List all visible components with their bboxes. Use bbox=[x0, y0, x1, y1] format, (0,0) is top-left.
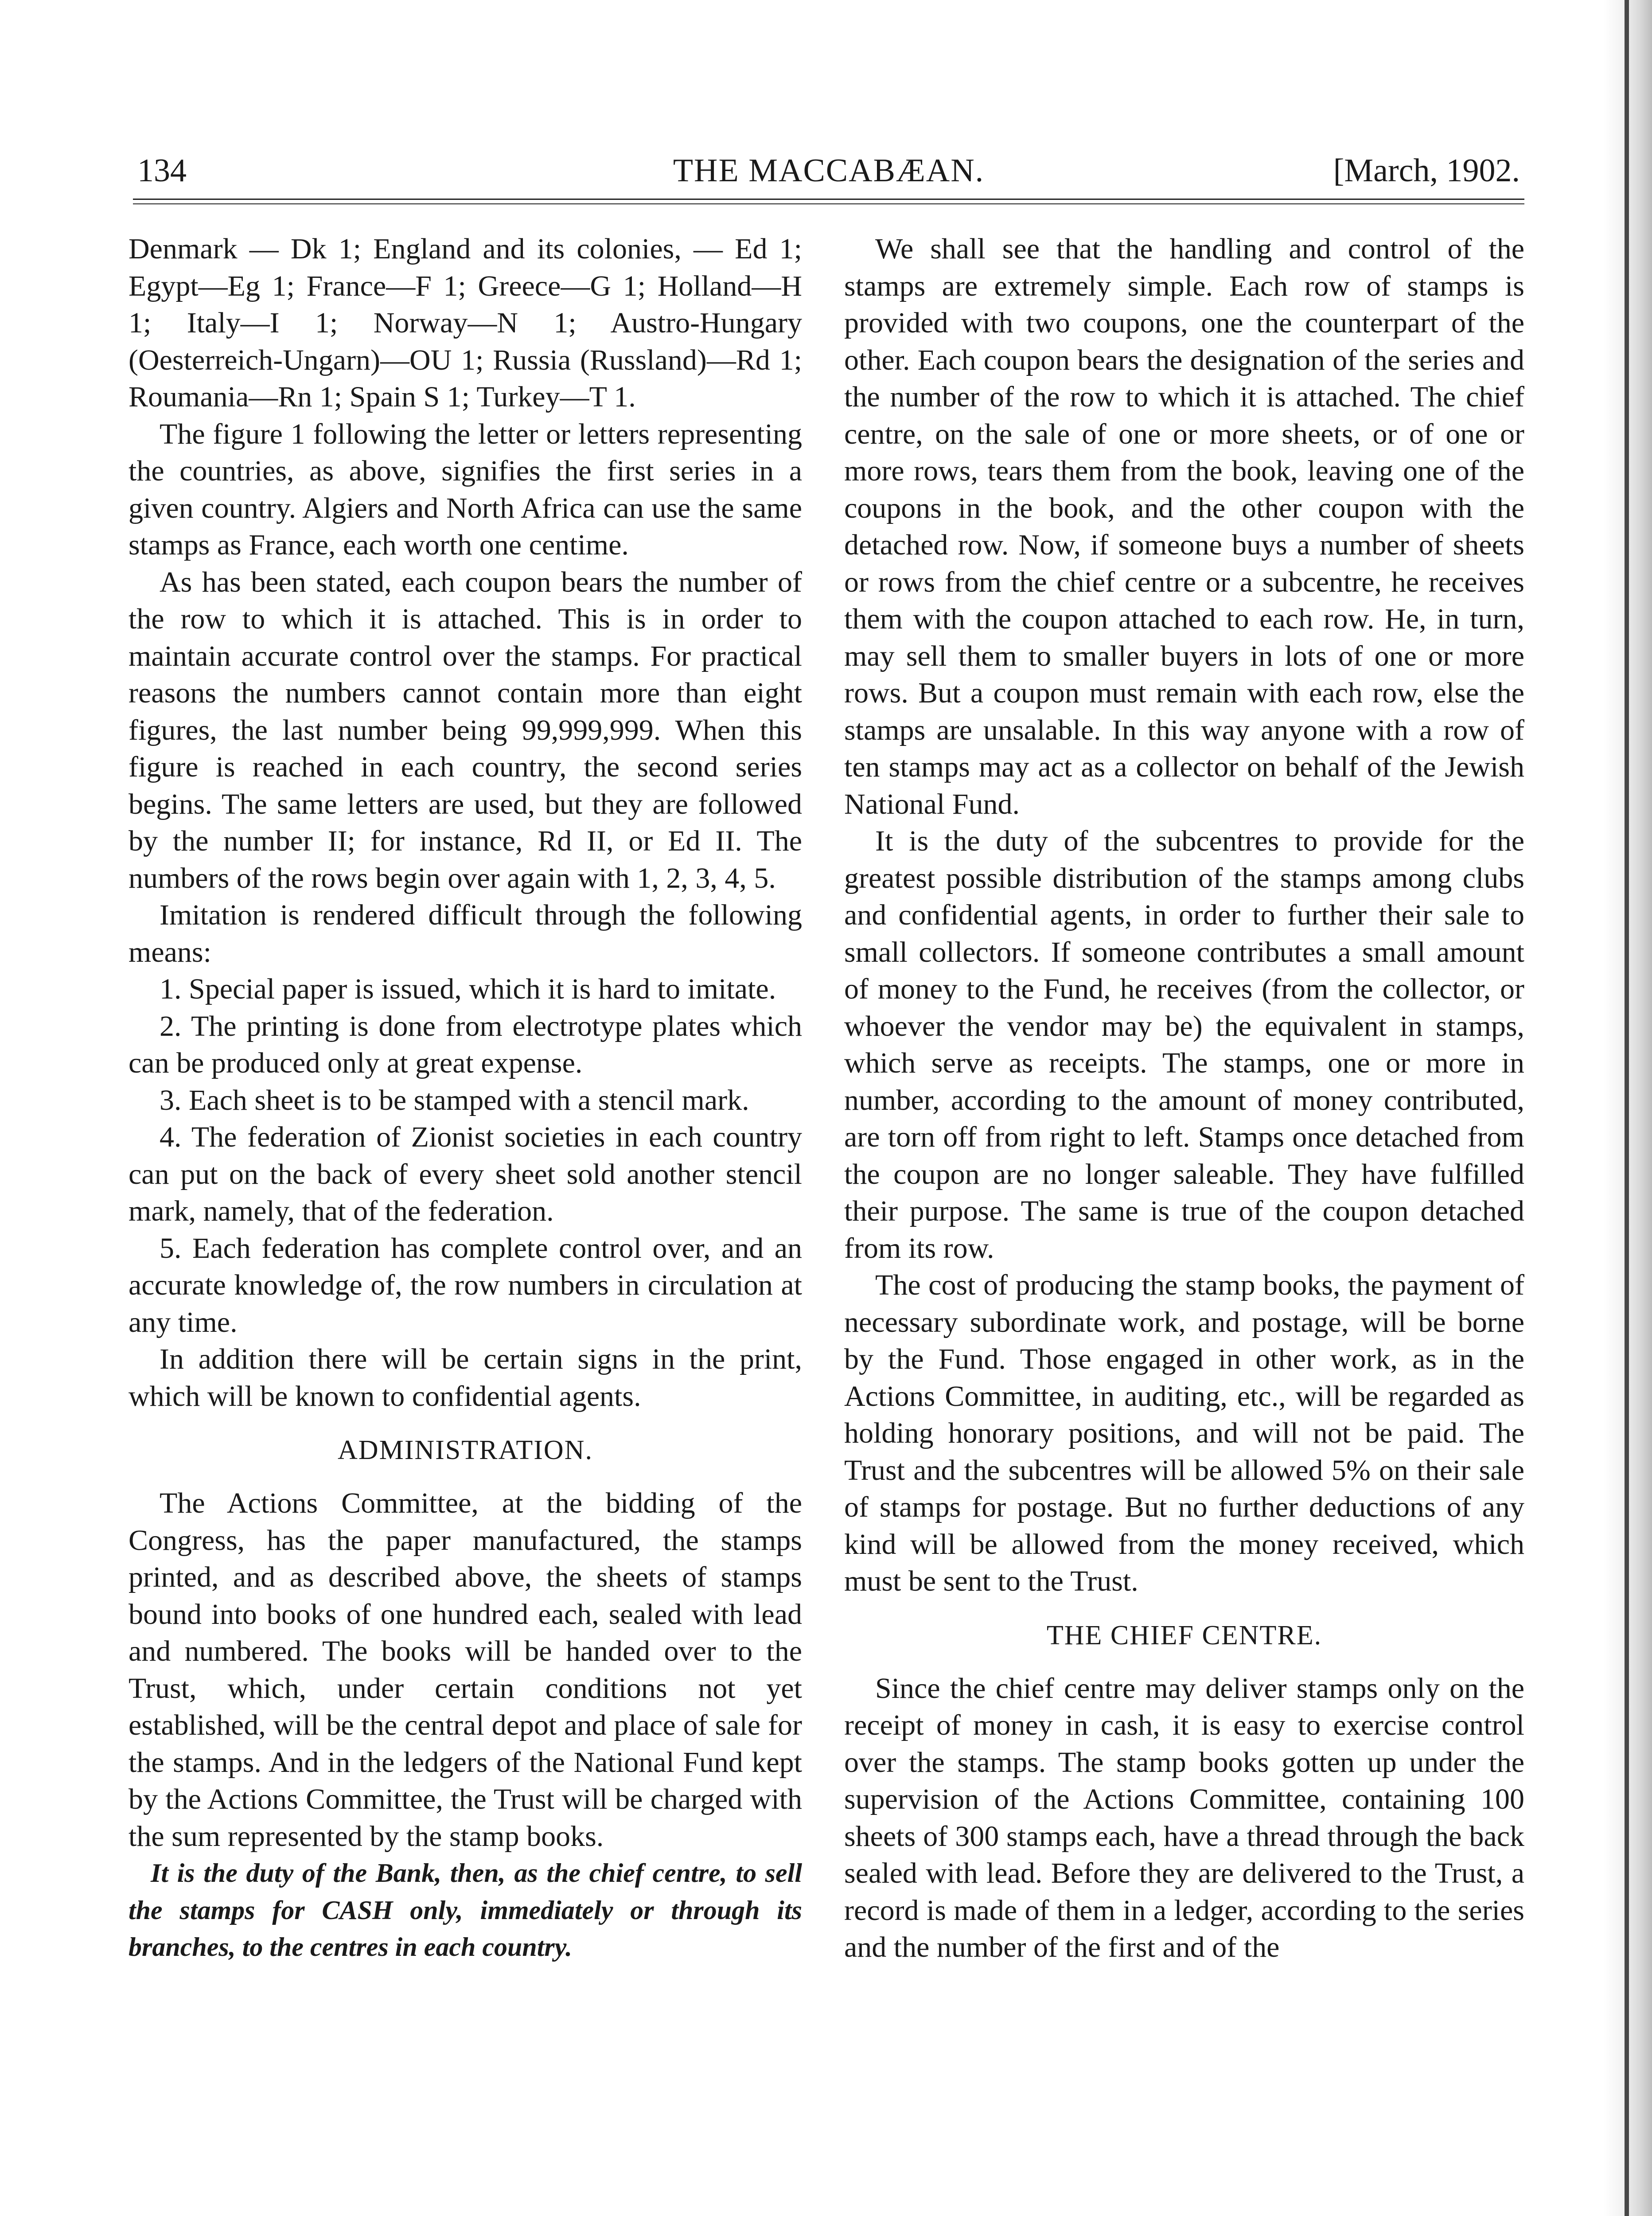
section-heading-administration: ADMINISTRATION. bbox=[338, 1435, 593, 1465]
list-item: 1. Special paper is issued, which it is hard to imitate. bbox=[160, 973, 776, 1005]
paragraph: Imitation is rendered difficult through the following means: bbox=[129, 899, 802, 968]
page-edge-binding bbox=[1625, 0, 1629, 2216]
section-heading-chief-centre: THE CHIEF CENTRE. bbox=[1046, 1620, 1322, 1650]
paragraph: Denmark — Dk 1; England and its colonies, — Ed 1; Egypt—Eg 1; France—F 1; Greece—G 1; Holland—H 1; Italy—I 1; Norway—N 1; Austro-Hungary (Oesterreich-Ungarn)—OU 1; Russia (Russland)—Rd 1; Roumania—Rn 1; Spain S 1; Turkey—T 1. bbox=[129, 233, 802, 413]
issue-date: [March, 1902. bbox=[1333, 152, 1520, 189]
left-column bbox=[129, 230, 802, 1966]
journal-title: THE MACCABÆAN. bbox=[673, 152, 985, 189]
paragraph: The cost of producing the stamp books, the payment of necessary subordinate work, and postage, will be borne by the Fund. Those engaged in other work, as in the Actions Committee, in auditing, etc., will be regarded as holding honorary positions, and will not be paid. The Trust and the subcentres will be allowed 5% on their sale of stamps for postage. But no further deductions of any kind will be allowed from the money received, which must be sent to the Trust. bbox=[844, 1269, 1524, 1597]
paragraph: Since the chief centre may deliver stamps only on the receipt of money in cash, it is easy to exercise control over the stamps. The stamp books gotten up under the supervision of the Actions Committee, containing 100 sheets of 300 stamps each, have a thread through the back sealed with lead. Before they are delivered to the Trust, a record is made of them in a ledger, according to the series and the number of the first and of the bbox=[844, 1672, 1524, 1963]
paragraph: The figure 1 following the letter or letters representing the countries, as above, signifies the first series in a given country. Algiers and North Africa can use the same stamps as France, each worth one centime. bbox=[129, 417, 802, 561]
list-item: 5. Each federation has complete control over, and an accurate knowledge of, the row numbers in circulation at any time. bbox=[129, 1232, 802, 1338]
list-item: 2. The printing is done from electrotype plates which can be produced only at great expense. bbox=[129, 1010, 802, 1079]
paragraph: The Actions Committee, at the bidding of the Congress, has the paper manufactured, the stamps printed, and as described above, the sheets of stamps bound into books of one hundred each, sealed with lead and numbered. The books will be handed over to the Trust, which, under certain conditions not yet established, will be the central depot and place of sale for the stamps. And in the ledgers of the National Fund kept by the Actions Committee, the Trust will be charged with the sum represented by the stamp books. bbox=[129, 1487, 802, 1853]
italic-paragraph: It is the duty of the Bank, then, as the chief centre, to sell the stamps for CASH only, immediately or through its branches, to the centres in each country. bbox=[129, 1858, 802, 1962]
paragraph: We shall see that the handling and control of the stamps are extremely simple. Each row of stamps is provided with two coupons, one the counterpart of the other. Each coupon bears the designation of the series and the number of the row to which it is attached. The chief centre, on the sale of one or more sheets, or of one or more rows, tears them from the book, leaving one of the coupons in the book, and the other coupon with the detached row. Now, if someone buys a number of sheets or rows from the chief centre or a subcentre, he receives them with the coupon attached to each row. He, in turn, may sell them to smaller buyers in lots of one or more rows. But a coupon must remain with each row, else the stamps are unsalable. In this way anyone with a row of ten stamps may act as a collector on behalf of the Jewish National Fund. bbox=[844, 233, 1524, 820]
header-rule bbox=[133, 199, 1524, 204]
page-number: 134 bbox=[137, 152, 187, 189]
list-item: 4. The federation of Zionist societies in each country can put on the back of every sheet sold another stencil mark, namely, that of the federation. bbox=[129, 1121, 802, 1227]
page-header bbox=[137, 146, 1520, 195]
right-column bbox=[844, 230, 1524, 1966]
paragraph: It is the duty of the subcentres to provide for the greatest possible distribution of the stamps among clubs and confidential agents, in order to further their sale to small collectors. If someone contributes a small amount of money to the Fund, he receives (from the collector, or whoever the vendor may be) the equivalent in stamps, which serve as receipts. The stamps, one or more in number, according to the amount of money contributed, are torn off from right to left. Stamps once detached from the coupon are no longer saleable. They have fulfilled their purpose. The same is true of the coupon detached from its row. bbox=[844, 825, 1524, 1264]
list-item: 3. Each sheet is to be stamped with a stencil mark. bbox=[160, 1084, 749, 1116]
paragraph: As has been stated, each coupon bears the number of the row to which it is attached. This is in order to maintain accurate control over the stamps. For practical reasons the numbers cannot contain more than eight figures, the last number being 99,999,999. When this figure is reached in each country, the second series begins. The same letters are used, but they are followed by the number II; for instance, Rd II, or Ed II. The numbers of the rows begin over again with 1, 2, 3, 4, 5. bbox=[129, 566, 802, 894]
paragraph: In addition there will be certain signs in the print, which will be known to confidential agents. bbox=[129, 1343, 802, 1412]
